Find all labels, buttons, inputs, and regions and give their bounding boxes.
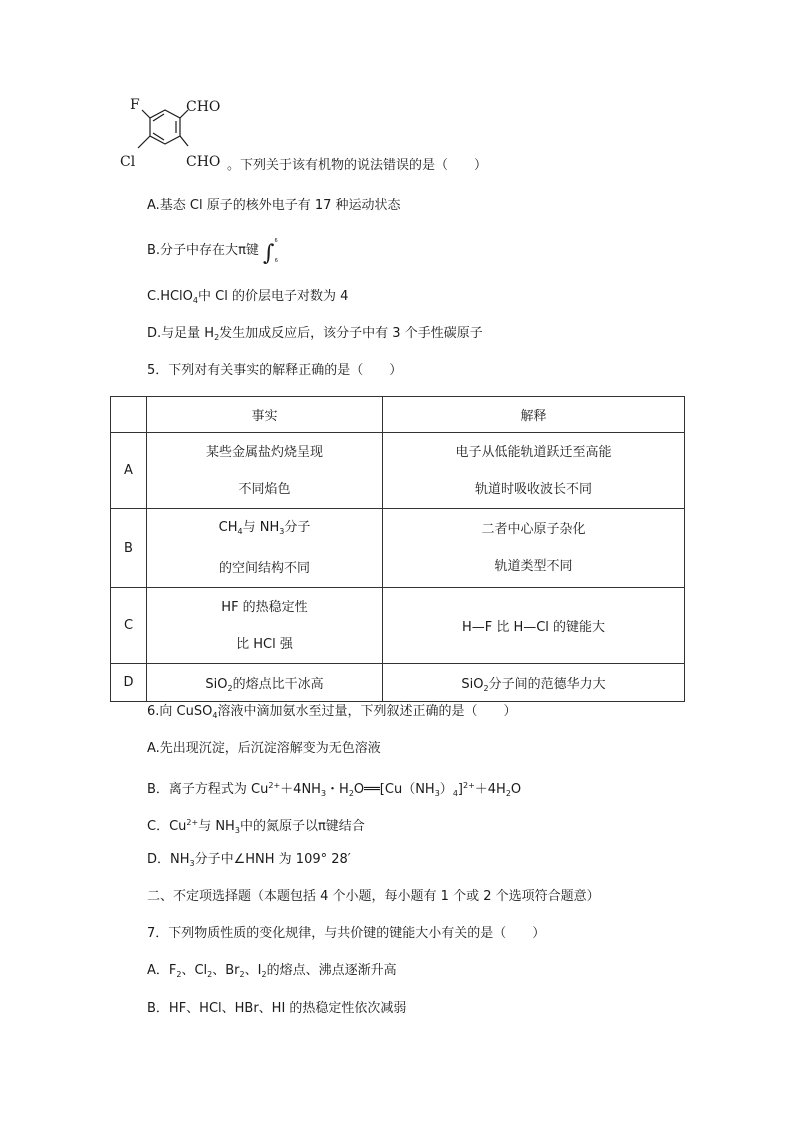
q4-option-c-suffix: 中 Cl 的价层电子对数为 4 (198, 289, 349, 304)
eq-sub: 4 (452, 789, 458, 798)
q6-c-sub: 3 (234, 826, 240, 835)
table-header-row (111, 397, 685, 433)
table-row (111, 664, 685, 702)
table-header-cell: 事实 (147, 397, 383, 433)
q6-stem-a: 6.向 CuSO (147, 704, 213, 719)
fact-text: CH (218, 520, 238, 535)
fact-cell (147, 433, 383, 509)
q6-option-b (147, 777, 521, 803)
explanation-cell: H—F 比 H—Cl 的键能大 (383, 588, 685, 664)
fact-sub: 2 (227, 683, 233, 693)
molecule-structure (118, 96, 230, 176)
q6-d-part: 分子中∠HNH 为 109° 28′ (194, 852, 351, 867)
q5-stem: 5．下列对有关事实的解释正确的是（ ） (147, 363, 403, 378)
fact-line: HF 的热稳定性 (221, 599, 308, 615)
q7-a-part: 、Br (212, 963, 240, 978)
fact-line: 某些金属盐灼烧呈现 (205, 444, 323, 460)
q6-c-part: 与 NH (198, 819, 235, 834)
q6-option-c (147, 814, 365, 840)
pi-bond-sub: 6 (274, 258, 278, 264)
table-header-cell: 解释 (383, 397, 685, 433)
q4-option-d-sub: 2 (214, 333, 220, 342)
fact-cell (147, 664, 383, 702)
q7-a-sub: 2 (176, 970, 182, 979)
table-row (111, 588, 685, 664)
eq-part: ・H (326, 782, 349, 797)
explanation-cell (383, 509, 685, 588)
benzene-ring (138, 110, 188, 148)
pi-symbol: π (238, 243, 246, 258)
q7-stem: 7．下列物质性质的变化规律，与共价键的键能大小有关的是（ ） (147, 926, 546, 941)
fact-cell (147, 509, 383, 588)
eq-sub: 2 (348, 789, 354, 798)
eq-part: B．离子方程式为 Cu (147, 782, 269, 797)
explanation-cell (383, 433, 685, 509)
eq-sub: 3 (434, 789, 440, 798)
fact-text: 的熔点比干冰高 (232, 676, 324, 692)
eq-sub: 2 (505, 789, 511, 798)
row-label: D (111, 664, 147, 702)
q4-option-b-prefix: B.分子中存在大 (147, 243, 239, 258)
chlorine-label: Cl (120, 154, 136, 170)
pi-bond-notation-icon: ∫ (263, 241, 275, 266)
q6-stem-b: 溶液中滴加氨水至过量，下列叙述正确的是（ ） (217, 704, 517, 719)
fluorine-label: F (130, 97, 140, 113)
eq-sub: 3 (320, 789, 327, 798)
q7-a-part: A．F (147, 963, 177, 978)
section-2-title: 二、不定项选择题（本题包括 4 个小题，每小题有 1 个或 2 个选项符合题意） (147, 889, 600, 904)
cho-top-label: CHO (186, 99, 221, 115)
fact-text: SiO (205, 676, 228, 692)
explanation-line: 轨道时吸收波长不同 (474, 481, 592, 497)
fact-line: 比 HCl 强 (236, 636, 293, 652)
q7-option-b: B．HF、HCl、HBr、HI 的热稳定性依次减弱 (147, 1001, 407, 1016)
q4-option-b (147, 238, 281, 266)
fact-text: 分子 (284, 520, 311, 535)
fact-cell (147, 588, 383, 664)
explanation-line: 二者中心原子杂化 (481, 522, 586, 537)
q6-c-sup: 2+ (186, 818, 199, 827)
cho-bottom-label: CHO (186, 154, 221, 170)
eq-sup: 2+ (462, 781, 475, 790)
q6-stem-sub: 4 (212, 711, 218, 720)
q4-option-c-sub: 4 (192, 296, 198, 305)
q4-option-a: A.基态 Cl 原子的核外电子有 17 种运动状态 (147, 198, 401, 213)
q6-c-part: 中的氮原子以π键结合 (239, 819, 365, 834)
explanation-cell (383, 664, 685, 702)
q6-c-part: C．Cu (147, 819, 187, 834)
q4-option-d (147, 325, 483, 347)
q6-option-d (147, 851, 351, 873)
row-label: A (111, 433, 147, 509)
q4-option-b-suffix: 键 (245, 243, 259, 258)
q4-option-d-suffix: 发生加成反应后，该分子中有 3 个手性碳原子 (219, 326, 483, 341)
eq-part: O (510, 782, 522, 797)
eq-part: ＋4H (474, 782, 506, 797)
eq-part: O══[Cu（NH (353, 782, 435, 797)
q6-d-sub: 3 (189, 859, 195, 868)
fact-sub: 3 (279, 527, 285, 536)
q4-option-d-prefix: D.与足量 H (147, 326, 215, 341)
q7-a-part: 、I (244, 963, 262, 978)
q4-option-c (147, 288, 348, 310)
q6-stem (147, 703, 516, 725)
q5-table (110, 396, 685, 702)
eq-part: ） (439, 782, 453, 797)
q4-option-c-prefix: C.HClO (147, 289, 193, 304)
q7-a-sub: 2 (261, 970, 267, 979)
row-label: B (111, 509, 147, 588)
explanation-text: 分子间的范德华力大 (488, 676, 606, 692)
pi-bond-sup: 6 (274, 238, 278, 244)
table-row (111, 509, 685, 588)
explanation-text: SiO (461, 676, 484, 692)
q6-d-part: D．NH (147, 852, 190, 867)
q7-option-a (147, 962, 397, 984)
fact-line: 的空间结构不同 (218, 561, 310, 576)
eq-sup: 2+ (268, 781, 281, 790)
q7-a-sub: 2 (239, 970, 245, 979)
q7-a-part: 、Cl (181, 963, 208, 978)
explanation-line: 电子从低能轨道跃迁至高能 (455, 444, 612, 460)
eq-part: ＋4NH (280, 782, 321, 797)
row-label: C (111, 588, 147, 664)
table-header-cell (111, 397, 147, 433)
fact-line: 不同焰色 (238, 481, 291, 497)
explanation-line: 轨道类型不同 (494, 559, 573, 574)
explanation-sub: 2 (483, 683, 489, 693)
eq-part: ] (457, 782, 463, 797)
fact-line (147, 509, 382, 550)
q4-stem: 。下列关于该有机物的说法错误的是（ ） (227, 158, 488, 173)
q7-a-sub: 2 (207, 970, 213, 979)
molecule-drawing (118, 96, 230, 176)
q6-option-a: A.先出现沉淀，后沉淀溶解变为无色溶液 (147, 741, 381, 756)
fact-text: 与 NH (242, 520, 280, 535)
table-row (111, 433, 685, 509)
fact-sub: 4 (237, 527, 243, 536)
q7-a-part: 的熔点、沸点逐渐升高 (266, 963, 397, 978)
